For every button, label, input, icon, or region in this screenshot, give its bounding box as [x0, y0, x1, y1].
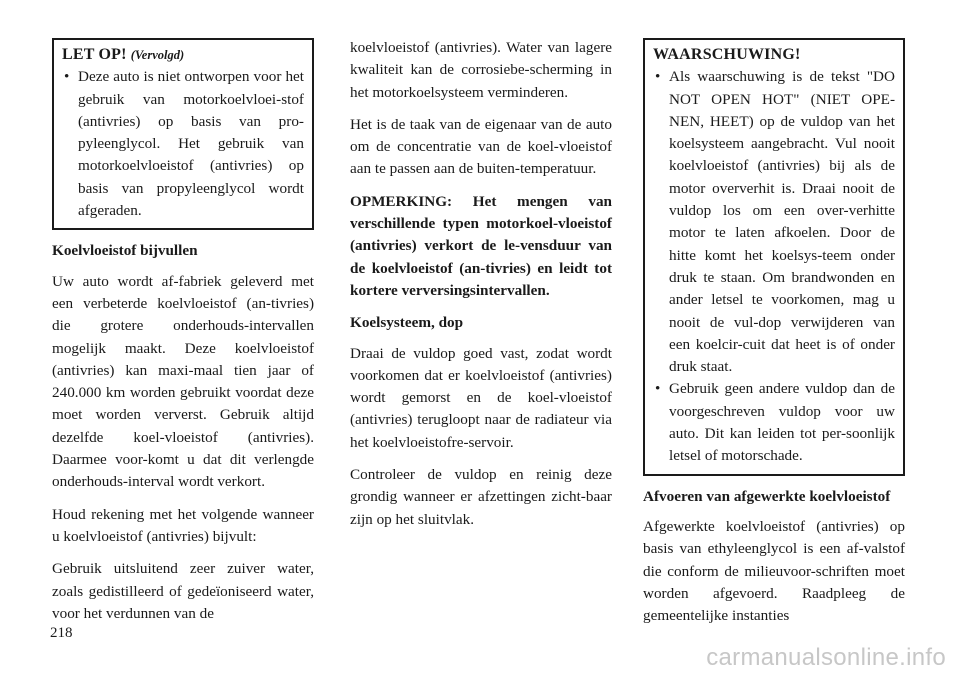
caution-title: LET OP!	[62, 46, 127, 63]
page-number: 218	[50, 625, 73, 641]
paragraph: koelvloeistof (antivries). Water van lagere kwaliteit kan de corrosiebe-scherming in het motorkoelsysteem verminderen.	[350, 39, 612, 101]
paragraph: Uw auto wordt af-fabriek geleverd met een verbeterde koelvloeistof (an-tivries) die grotere onderhouds-intervallen mogelijk maakt. Deze koelvloeistof (antivries) kan maxi-maal tien jaar of 240.000 km worden gebruikt voordat deze moet worden ververst. Gebruik altijd dezelfde koel-vloeistof (antivries). Daarmee voor-komt u dat dit verlengde onderhouds-interval wordt verkort.	[52, 272, 314, 491]
paragraph: Controleer de vuldop en reinig deze grondig wanneer er afzettingen zicht-baar zijn op het sluitvlak.	[350, 466, 612, 528]
heading-afvoeren-koelvloeistof: Afvoeren van afgewerkte koelvloeistof	[643, 487, 891, 505]
warning-title: WAARSCHUWING!	[653, 46, 801, 63]
column-left	[52, 32, 314, 635]
column-right	[643, 32, 905, 637]
caution-header	[62, 44, 304, 66]
caution-bullet-text: • Deze auto is niet ontworpen voor het gebruik van motorkoelvloei-stof (antivries) op basis van pro-pyleenglycol. Het gebruik van motorkoelvloeistof (antivries) op basis van propyleenglycol wordt afgeraden.	[78, 68, 304, 220]
paragraph: Gebruik uitsluitend zeer zuiver water, zoals gedistilleerd of gedeïoniseerd water, voor het verdunnen van de	[52, 560, 314, 622]
heading-koelvloeistof-bijvullen: Koelvloeistof bijvullen	[52, 242, 198, 260]
watermark: carmanualsonline.info	[706, 644, 946, 671]
warning-box	[643, 38, 905, 476]
paragraph: Draai de vuldop goed vast, zodat wordt voorkomen dat er koelvloeistof (antivries) wordt gemorst en de koel-vloeistof (antivries) terugloopt naar de radiateur via het koelvloeistofre-servoir.	[350, 344, 612, 451]
warning-bullet	[653, 66, 895, 378]
warning-bullet-text: • Als waarschuwing is de tekst "DO NOT OPEN HOT" (NIET OPE-NEN, HEET) op de vuldop van het koelsysteem aangebracht. Vul nooit koelvloeistof (antivries) bij als de motor oververhit is. Draai nooit de vuldop los om een over-verhitte motor te laten afkoelen. Door de hitte komt het koelsys-teem onder druk te staan. Om brandwonden en ander letsel te voorkomen, mag u nooit de vul-dop verwijderen van een koelcir-cuit dat heet is of onder druk staat.	[669, 68, 895, 376]
warning-bullet	[653, 378, 895, 467]
column-middle	[350, 37, 612, 541]
caution-subtitle: (Vervolgd)	[130, 48, 185, 62]
note-paragraph: OPMERKING: Het mengen van verschillende typen motorkoel-vloeistof (antivries) verkort de le-vensduur van de koelvloeistof (an-tivries) en leidt tot kortere verversingsintervallen.	[350, 192, 612, 299]
paragraph: Afgewerkte koelvloeistof (antivries) op basis van ethyleenglycol is een af-valstof die conform de milieuvoor-schriften moet worden afgevoerd. Raadpleeg de gemeentelijke instanties	[643, 517, 905, 625]
caution-box	[52, 38, 314, 230]
heading-koelsysteem-dop: Koelsysteem, dop	[350, 314, 464, 332]
paragraph: Het is de taak van de eigenaar van de auto om de concentratie van de koel-vloeistof aan te passen aan de buiten-temperatuur.	[350, 115, 612, 178]
caution-bullet	[62, 66, 304, 222]
warning-bullet-text: • Gebruik geen andere vuldop dan de voorgeschreven vuldop voor uw auto. Dit kan leiden tot per-soonlijk letsel of motorschade.	[669, 380, 895, 465]
paragraph: Houd rekening met het volgende wanneer u koelvloeistof (antivries) bijvult:	[52, 505, 314, 545]
